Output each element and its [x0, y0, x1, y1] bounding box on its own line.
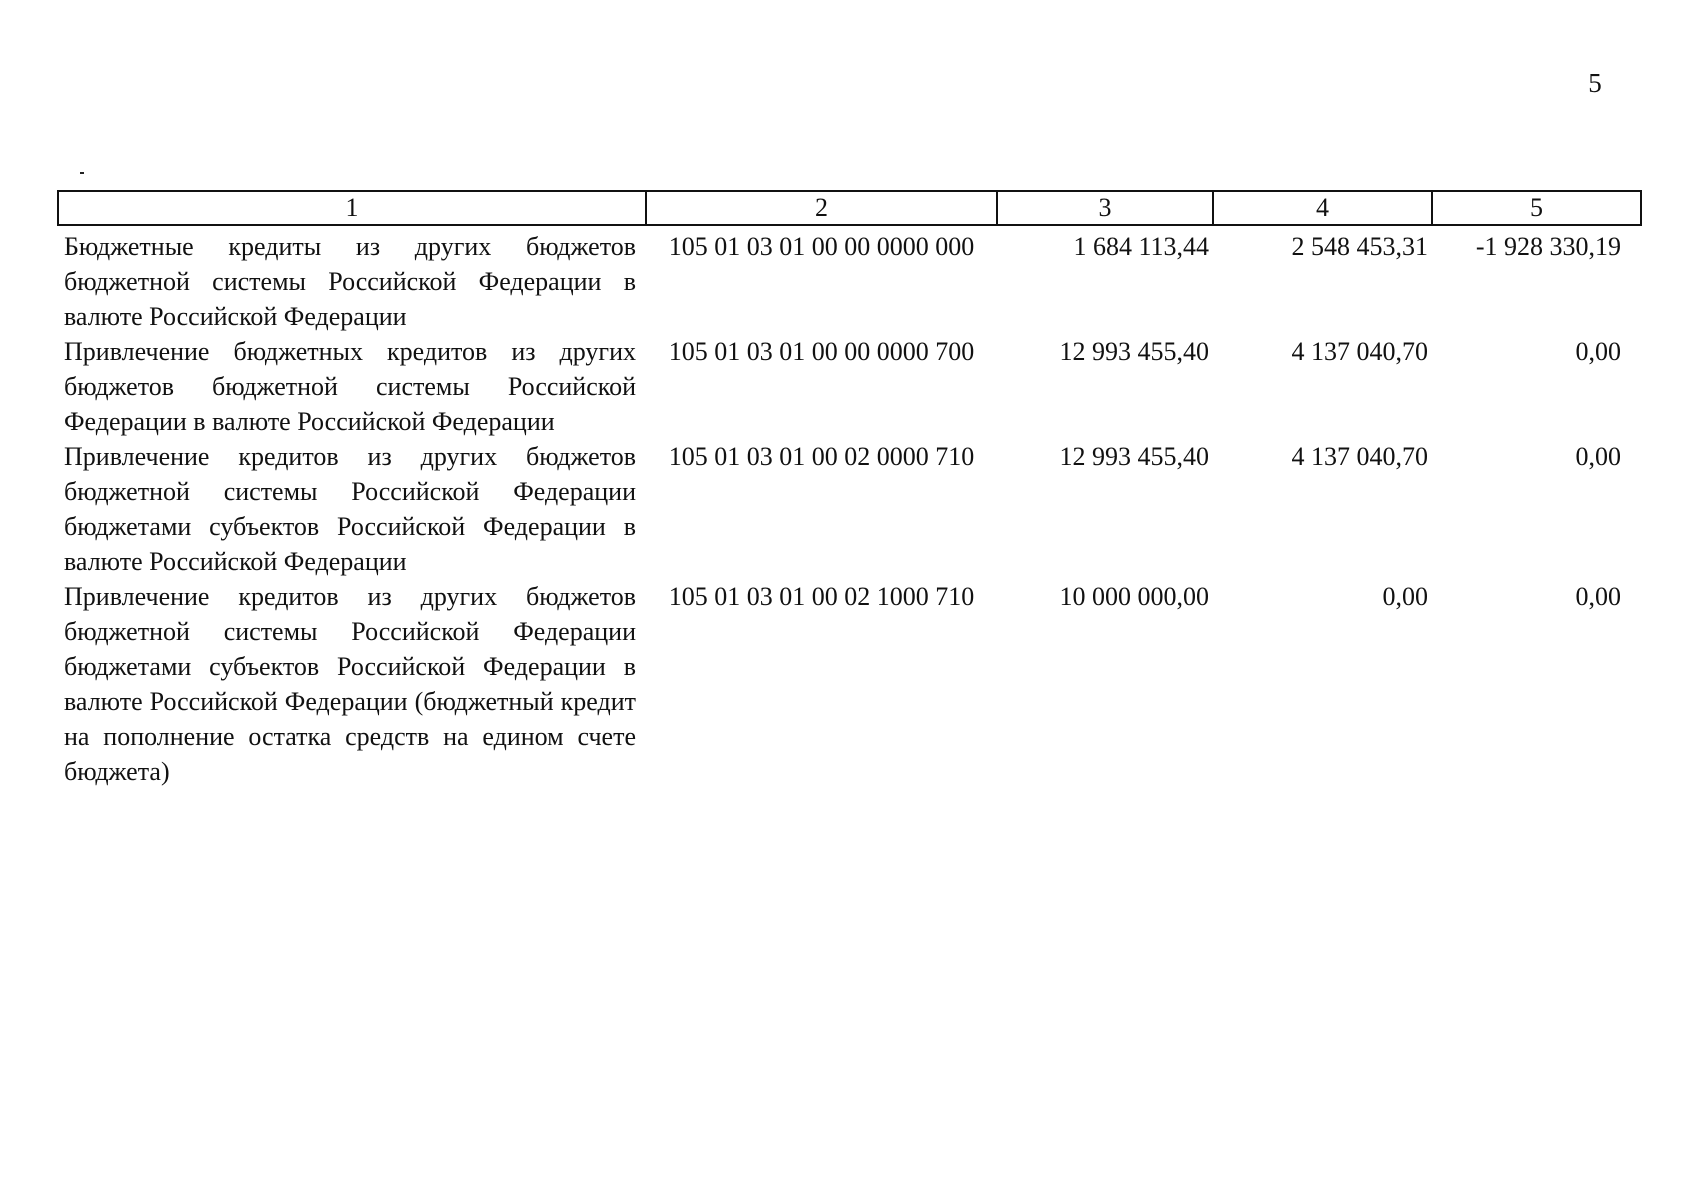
row-name: Привлечение кредитов из других бюджетов бюджетной системы Российской Федерации бюджетами субъектов Российской Федерации в валюте Российской Федерации — [64, 442, 636, 576]
table-row — [58, 579, 1641, 789]
budget-sources-table — [57, 190, 1642, 789]
column-header-2: 2 — [646, 191, 997, 225]
row-value-4: 2 548 453,31 — [1291, 232, 1428, 261]
table-row — [58, 334, 1641, 439]
row-value-4: 4 137 040,70 — [1291, 442, 1428, 471]
row-code: 105 01 03 01 00 02 1000 710 — [668, 582, 975, 611]
page-number: 5 — [1588, 68, 1602, 98]
row-name: Привлечение бюджетных кредитов из других бюджетов бюджетной системы Российской Федерации в валюте Российской Федерации — [64, 337, 636, 436]
column-header-4: 4 — [1213, 191, 1432, 225]
column-header-1: 1 — [58, 191, 646, 225]
row-value-5: 0,00 — [1575, 582, 1621, 611]
table-row — [58, 439, 1641, 579]
row-value-3: 12 993 455,40 — [1059, 337, 1209, 366]
row-value-4: 4 137 040,70 — [1291, 337, 1428, 366]
row-value-5: -1 928 330,19 — [1475, 232, 1621, 261]
column-header-3: 3 — [997, 191, 1213, 225]
row-value-4: 0,00 — [1382, 582, 1428, 611]
row-code: 105 01 03 01 00 02 0000 710 — [668, 442, 975, 471]
row-value-5: 0,00 — [1575, 337, 1621, 366]
row-name: Бюджетные кредиты из других бюджетов бюджетной системы Российской Федерации в валюте Российской Федерации — [64, 232, 636, 331]
column-header-5: 5 — [1432, 191, 1641, 225]
row-value-3: 10 000 000,00 — [1059, 582, 1209, 611]
row-value-3: 1 684 113,44 — [1073, 232, 1209, 261]
row-name: Привлечение кредитов из других бюджетов бюджетной системы Российской Федерации бюджетами субъектов Российской Федерации в валюте Российской Федерации (бюджетный кредит на пополнение остатка средств на едином счете бюджета) — [64, 582, 636, 786]
table-header-row — [58, 191, 1641, 225]
row-code: 105 01 03 01 00 00 0000 700 — [668, 337, 975, 366]
row-value-3: 12 993 455,40 — [1059, 442, 1209, 471]
row-code: 105 01 03 01 00 00 0000 000 — [668, 232, 975, 261]
stray-mark — [80, 172, 84, 174]
table-row — [58, 225, 1641, 334]
row-value-5: 0,00 — [1575, 442, 1621, 471]
